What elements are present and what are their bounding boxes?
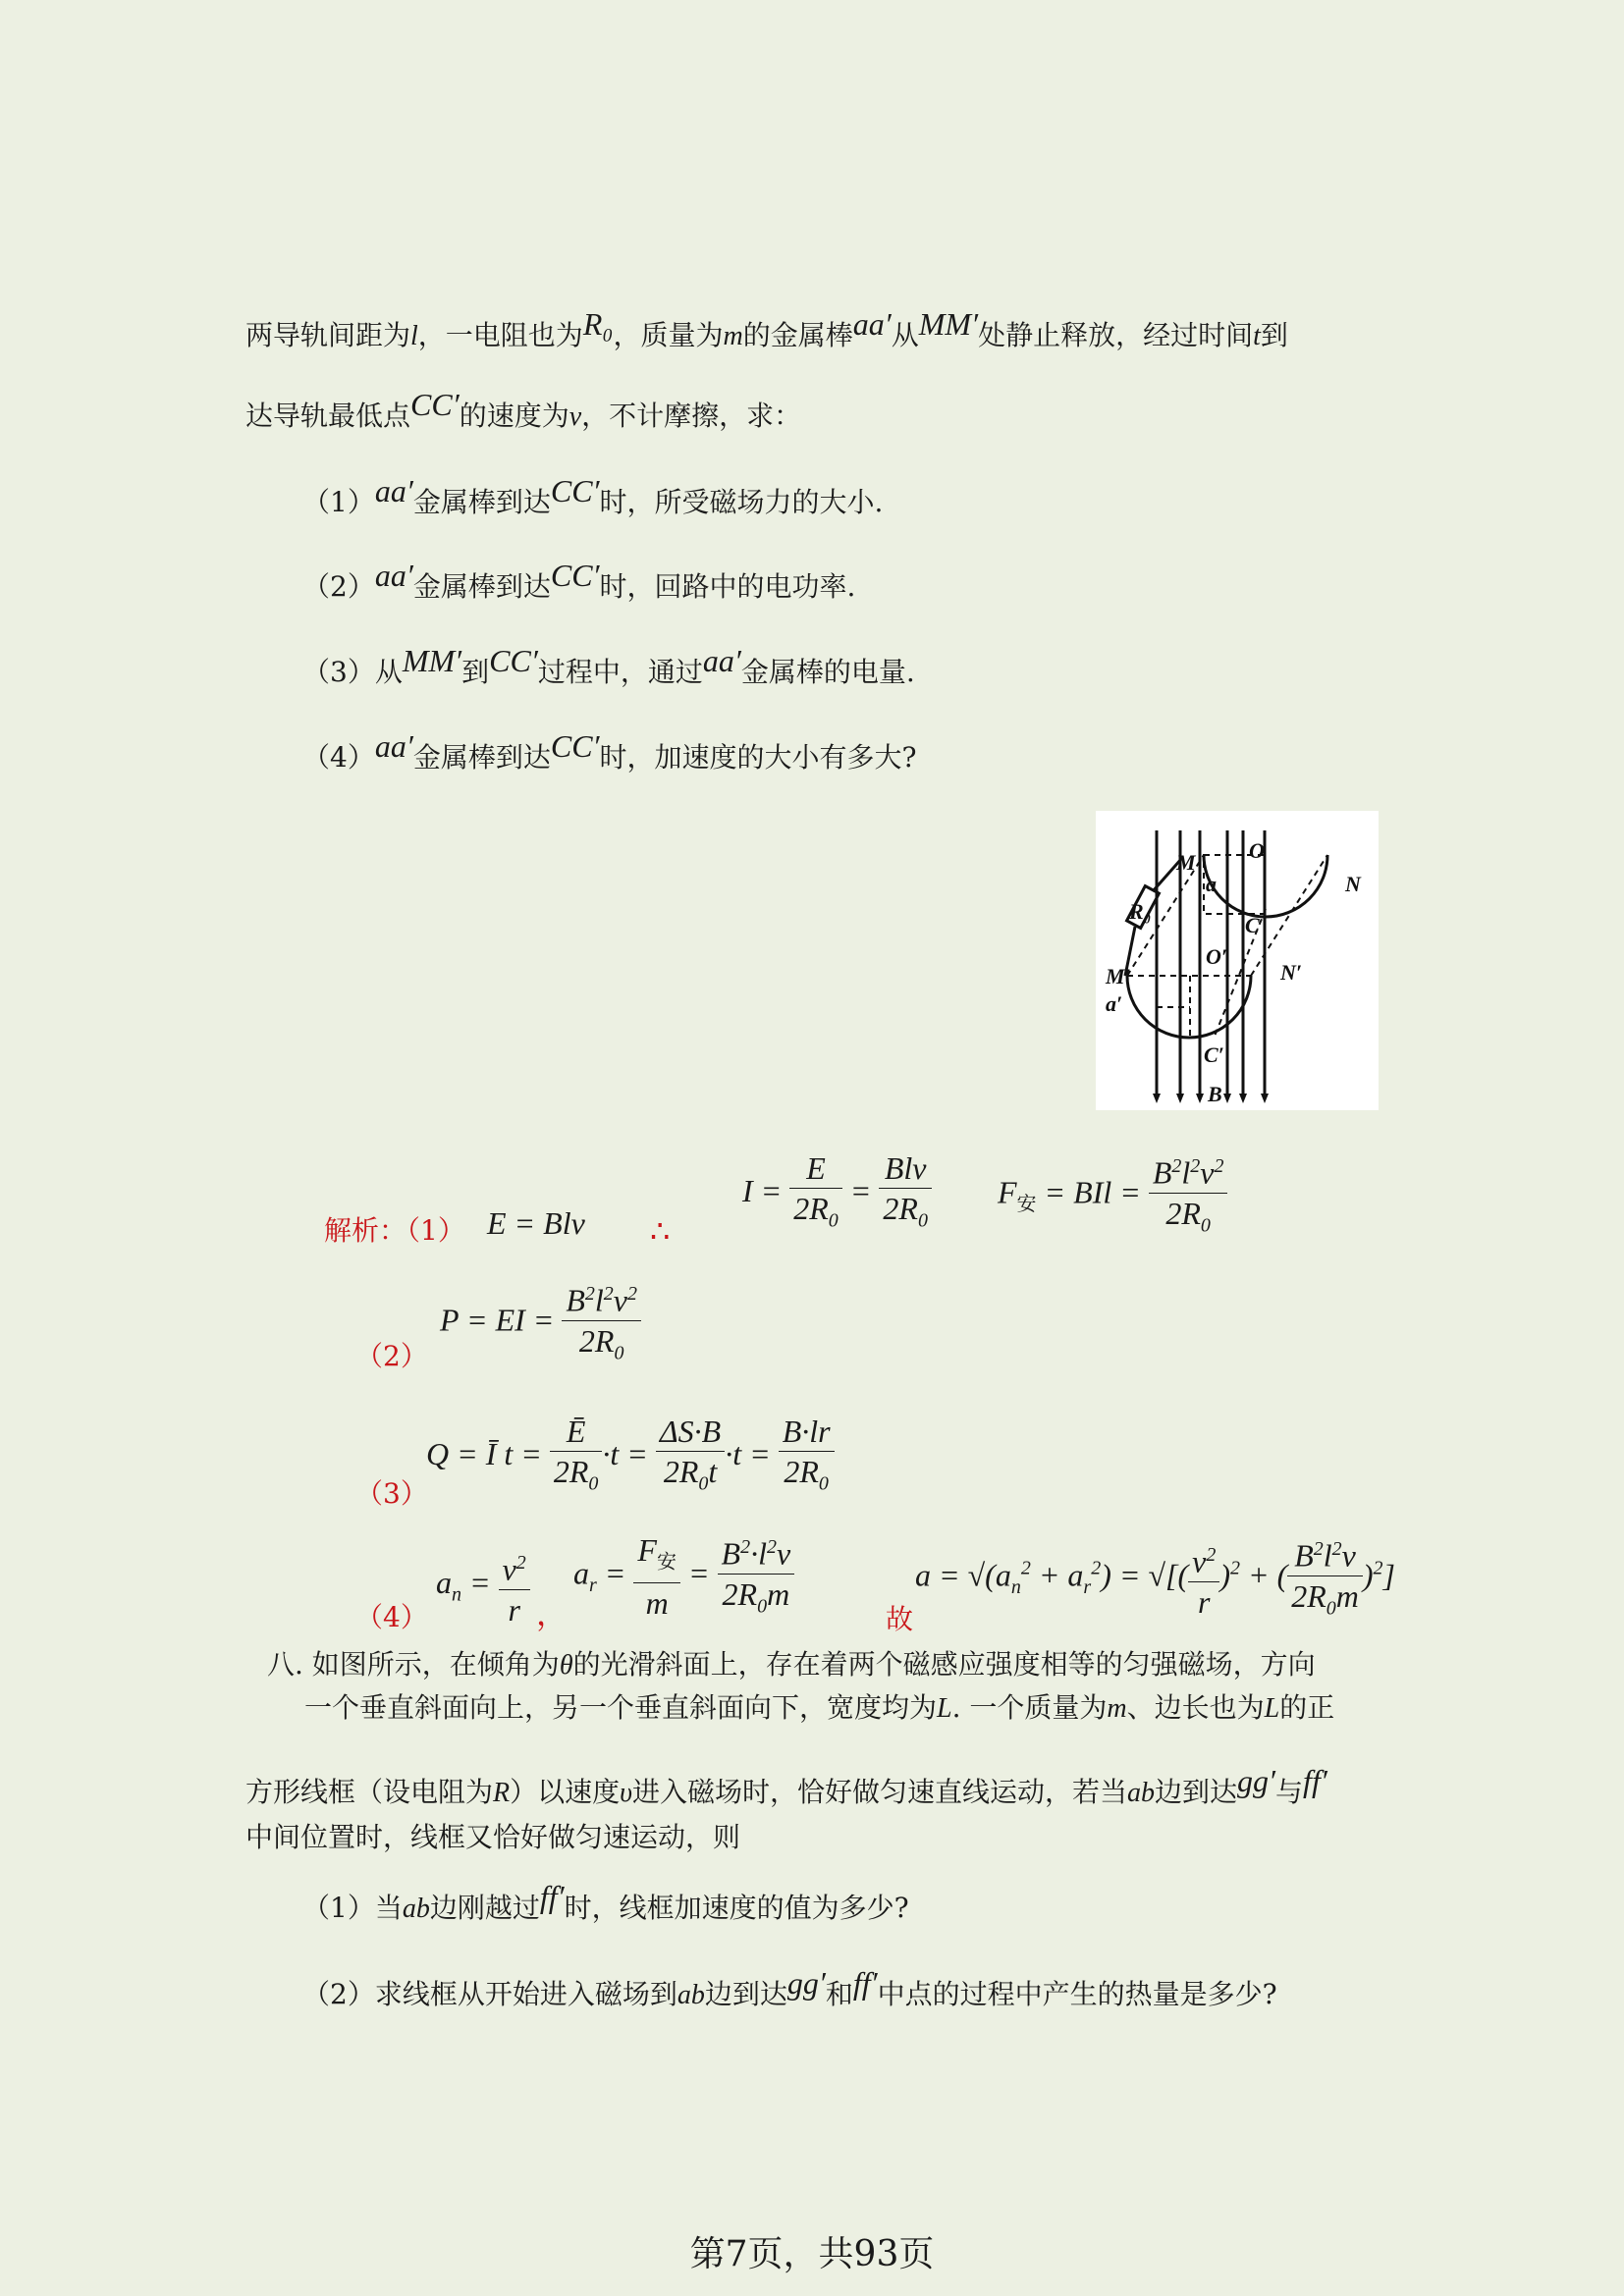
fig-label-B: B: [1208, 1082, 1222, 1106]
q7-sub-3: （3）从MM′到CC′过程中，通过aa′金属棒的电量.: [302, 643, 915, 688]
fig-label-a-prime: a′: [1106, 991, 1123, 1016]
fig-label-O-prime: O′: [1206, 944, 1228, 969]
fig-label-R0: R₀: [1129, 899, 1152, 924]
fig-label-M-prime: M′: [1106, 964, 1131, 988]
fig-label-M: M: [1176, 850, 1196, 875]
fig-label-N: N: [1345, 872, 1361, 896]
fig-label-a: a: [1206, 872, 1217, 896]
solution-part-4-label: （4）: [355, 1601, 428, 1633]
eq-charge: Q = Ī t = $\frac{Ē}{2R_0}$ ·t = $\frac{\Delta S\cdot B}{2R_0t}$ ·t = $\frac{B\cdot lr}{2R_0}$: [426, 1412, 835, 1503]
eq-total-acceleration: $a = √(a_n^2 + a_r^2)$ = √[( $\frac{v^2}{r}$ )$^2$ + ( $\frac{B^2l^2v}{2R_0m}$ )$^2$]: [915, 1529, 1395, 1628]
fig-label-C-prime: C′: [1204, 1042, 1224, 1067]
fig-label-O: O: [1249, 838, 1265, 863]
q8-line-2: 一个垂直斜面向上，另一个垂直斜面向下，宽度均为L. 一个质量为m、边长也为L的正: [304, 1691, 1335, 1724]
rail-diagram-figure: [1096, 811, 1379, 1110]
q8-line-3: 方形线框（设电阻为R）以速度υ进入磁场时，恰好做匀速直线运动，若当ab边到达gg′与ff′: [245, 1763, 1327, 1808]
q7-sub-1: （1）aa′金属棒到达CC′时，所受磁场力的大小.: [302, 473, 884, 518]
q7-sub-4: （4）aa′金属棒到达CC′时，加速度的大小有多大?: [302, 728, 917, 774]
eq-tangential-acceleration: $a_r$ = $\frac{F_安}{m}$ = $\frac{B^2\cdot l^2v}{2R_0m}$: [573, 1527, 794, 1626]
q8-sub-1: （1）当ab边刚越过ff′时，线框加速度的值为多少?: [302, 1879, 909, 1924]
q7-sub-2: （2）aa′金属棒到达CC′时，回路中的电功率.: [302, 558, 856, 603]
comma-separator: ，: [536, 1596, 568, 1631]
q8-line-4: 中间位置时，线框又恰好做匀速运动，则: [245, 1821, 741, 1853]
therefore-symbol: ∴: [650, 1213, 671, 1249]
solution-part-2-label: （2）: [355, 1340, 428, 1372]
q8-sub-2: （2）求线框从开始进入磁场到ab边到达gg′和ff′中点的过程中产生的热量是多少?: [302, 1965, 1277, 2010]
eq-emf: E = Blv: [487, 1205, 585, 1241]
eq-current: I = $\frac{E}{2R_0}$ = $\frac{\text{Blv}}{2R_0}$: [742, 1148, 932, 1240]
q7-line-2: 达导轨最低点CC′的速度为v，不计摩擦，求：: [245, 387, 802, 432]
page-number-footer: 第7页，共93页: [689, 2234, 935, 2274]
solution-part-3-label: （3）: [355, 1477, 428, 1510]
q8-line-1: 八. 如图所示，在倾角为θ的光滑斜面上，存在着两个磁感应强度相等的匀强磁场，方向: [267, 1648, 1316, 1681]
eq-normal-acceleration: $a_n$ = $\frac{v^2}{r}$: [436, 1543, 530, 1629]
eq-power: P = EI = $\frac{B^2l^2v^2}{2R_0}$: [440, 1274, 641, 1372]
eq-ampere-force: $F_安$ = BIl = $\frac{B^2l^2v^2}{2R_0}$: [998, 1147, 1227, 1245]
q7-line-1: 两导轨间距为l，一电阻也为R₀，质量为m的金属棒aa′从MM′处静止释放，经过时间t到: [245, 306, 1288, 351]
fig-label-C: C: [1245, 913, 1260, 937]
solution-part-1-label: 解析：（1）: [324, 1214, 465, 1247]
fig-label-N-prime: N′: [1280, 960, 1303, 985]
so-label: 故: [886, 1603, 914, 1635]
